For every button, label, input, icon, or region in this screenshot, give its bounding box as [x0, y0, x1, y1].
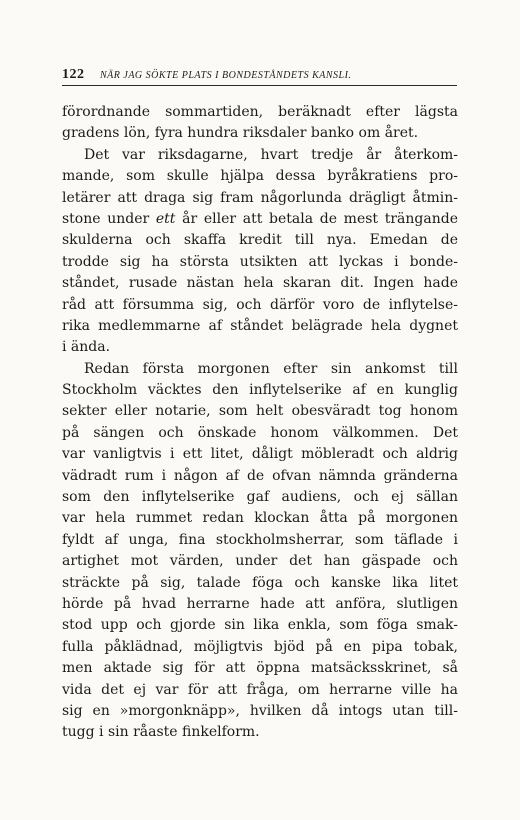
text-segment: år eller att betala de mest trängande: [182, 210, 458, 227]
text-line: fulla påklädnad, möjligtvis bjöd på en pipa tobak,: [62, 638, 458, 655]
text-line: var hela rummet redan klockan åtta på morgonen: [62, 510, 458, 527]
text-line: förordnande sommartiden, beräknadt efter lägsta: [62, 104, 458, 120]
text-line: skulderna och skaffa kredit till nya. Emedan de: [62, 232, 458, 249]
text-line: fyldt af unga, fina stockholmsherrar, som täflade i: [62, 531, 458, 548]
text-segment: stone under: [62, 210, 150, 227]
text-line: [62, 209, 458, 230]
text-line: rika medlemmarne af ståndet belägrade hela dygnet: [62, 317, 458, 334]
text-line: Redan första morgonen efter sin ankomst till: [84, 360, 458, 377]
text-line: sträckte på sig, talade föga och kanske lika litet: [62, 574, 458, 591]
text-line: Det var riksdagarne, hvart tredje år återkom-: [84, 146, 458, 163]
text-line: Stockholm väcktes den inflytelserike af en kunglig: [62, 382, 458, 399]
text-line: sig en »morgonknäpp», hvilken då intogs utan till-: [62, 702, 458, 719]
running-header: [62, 66, 458, 84]
body-text: [62, 102, 458, 744]
text-line: stod upp och gjorde sin lika enkla, som föga smak-: [62, 617, 458, 634]
paragraph: [62, 359, 458, 744]
text-line: ståndet, rusade nästan hela skaran dit. Ingen hade: [62, 275, 458, 292]
text-line: artighet mot värden, under det han gäspade och: [62, 553, 458, 570]
text-line: vädradt rum i någon af de ofvan nämnda gränderna: [62, 467, 458, 484]
text-line: vida det ej var för att fråga, om herrarne ville ha: [62, 681, 458, 698]
text-line: sekter eller notarie, som helt obesväradt tog honom: [62, 403, 458, 420]
text-line: som den inflytelserike gaf audiens, och ej sällan: [62, 489, 458, 506]
text-line: trodde sig ha största utsikten att lyckas i bonde-: [62, 253, 458, 270]
text-line: på sängen och önskade honom välkommen. Det: [62, 424, 458, 441]
page-number: 122: [62, 67, 85, 82]
text-line: i ända.: [62, 339, 111, 356]
text-line: letärer att draga sig fram någorlunda drägligt åtmin-: [62, 189, 458, 206]
text-line: råd att försumma sig, och därför voro de inflytelse-: [62, 296, 458, 313]
text-line: gradens lön, fyra hundra riksdaler banko om året.: [62, 125, 419, 142]
paragraph: [62, 145, 458, 359]
text-line: men aktade sig för att öppna matsäcksskrinet, så: [62, 660, 458, 677]
paragraph: [62, 102, 458, 145]
emphasized-word: ett: [155, 210, 176, 227]
header-rule: [62, 85, 457, 86]
text-line: hörde på hvad herrarne hade att anföra, slutligen: [62, 595, 458, 612]
running-title: NÄR JAG SÖKTE PLATS I BONDESTÅNDETS KANSLI.: [100, 70, 352, 81]
text-line: mande, som skulle hjälpa dessa byråkratiens pro-: [62, 168, 458, 185]
text-line: tugg i sin råaste finkelform.: [62, 724, 260, 741]
text-line: var vanligtvis i ett litet, dåligt möbleradt och aldrig: [62, 446, 458, 463]
